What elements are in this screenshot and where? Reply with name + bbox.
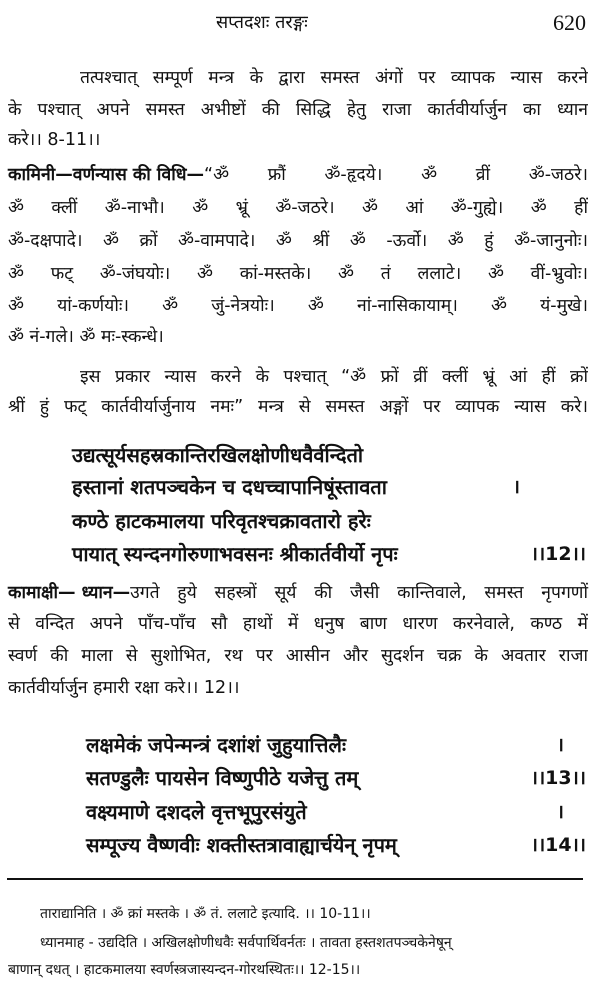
text-line: इस प्रकार न्यास करने के पश्चात् “ॐ फ्रों व्रीं क्लीं भ्रूं आं हीं क्रों <box>80 367 588 387</box>
footnote-divider <box>7 878 583 880</box>
verse-line: सम्पूज्य वैष्णवीः शक्तीस्तत्रावाह्यार्चयेन् नृपम् <box>86 833 397 857</box>
text-line: करे।। 8-11।। <box>8 130 101 150</box>
text-line: स्वर्ण की माला से सुशोभित, रथ पर आसीन और सुदर्शन चक्र के अवतार राजा <box>8 646 588 666</box>
text-line: ॐ यां-कर्णयोः। ॐ जुं-नेत्रयोः। ॐ नां-नासिकायाम्। ॐ यं-मुखे। <box>8 296 588 316</box>
text-span: उगते हुये सहस्त्रों सूर्य की जैसी कान्तिवाले, समस्त नृपगणों <box>130 583 588 603</box>
text-line: कार्तवीर्यार्जुन हमारी रक्षा करे।। 12।। <box>8 678 240 698</box>
footnote-line: ध्यानमाह - उद्यदिति । अखिलक्षोणीधवैः सर्वपार्थिवर्नतः । तावता हस्तशतपञ्चकेनेषून् <box>40 935 452 951</box>
text-line: से वन्दित अपने पाँच-पाँच सौ हाथों में धनुष बाण धारण करनेवाले, कण्ठ में <box>8 614 588 634</box>
chapter-title: सप्तदशः तरङ्गः <box>216 12 308 33</box>
verse-mark: । <box>512 476 520 498</box>
text-line: ॐ नं-गले। ॐ मः-स्कन्धे। <box>8 327 164 347</box>
text-line: तत्पश्चात् सम्पूर्ण मन्त्र के द्वारा समस्त अंगों पर व्यापक न्यास करने <box>80 68 588 88</box>
verse-line: सतण्डुलैः पायसेन विष्णुपीठे यजेत्तु तम् <box>86 766 359 790</box>
text-line <box>8 163 588 187</box>
section-label: कामाक्षी— ध्यान— <box>8 583 131 603</box>
verse-line: लक्षमेकं जपेन्मन्त्रं दशांशं जुहुयात्तिलैः <box>86 733 347 757</box>
text-line: ॐ क्लीं ॐ-नाभौ। ॐ भ्रूं ॐ-जठरे। ॐ आं ॐ-गुह्ये। ॐ हीं <box>8 198 588 218</box>
verse-line: वक्ष्यमाणे दशदले वृत्तभूपुरसंयुते <box>86 800 307 824</box>
verse-line: कण्ठे हाटकमालया परिवृतश्चक्रावतारो हरेः <box>72 509 371 533</box>
verse-mark: । <box>556 801 564 823</box>
text-line: ॐ फट् ॐ-जंघयोः। ॐ कां-मस्तके। ॐ तं ललाटे। ॐ वीं-भ्रुवोः। <box>8 264 588 284</box>
text-span: “ॐ फ्रौं ॐ-हृदये। ॐ व्रीं ॐ-जठरे। <box>204 165 588 185</box>
verse-mark: । <box>556 734 564 756</box>
verse-line: पायात् स्यन्दनगोरुणाभवसनः श्रीकार्तवीर्यो नृपः <box>72 542 398 566</box>
page-number: 620 <box>553 10 586 35</box>
verse-line: हस्तानां शतपञ्चकेन च दधच्चापानिषूंस्तावता <box>72 475 387 499</box>
text-line <box>8 581 588 605</box>
text-line: के पश्चात् अपने समस्त अभीष्टों की सिद्धि हेतु राजा कार्तवीर्यार्जुन का ध्यान <box>8 100 588 120</box>
footnote-line: बाणान् दधत् । हाटकमालया स्वर्णस्त्रजास्यन्दन-गोरथस्थितः।। 12-15।। <box>8 962 361 978</box>
text-line: ॐ-दक्षपादे। ॐ क्रों ॐ-वामपादे। ॐ श्रीं ॐ -ऊर्वो। ॐ हुं ॐ-जानुनोः। <box>8 231 588 251</box>
section-label: कामिनी—वर्णन्यास की विधि— <box>8 165 204 185</box>
footnote-line: ताराद्यानिति । ॐ क्रां मस्तके । ॐ तं. ललाटे इत्यादि. ।। 10-11।। <box>40 906 371 922</box>
verse-number: ।।14।। <box>530 834 586 856</box>
verse-number: ।।13।। <box>530 767 586 789</box>
text-line: श्रीं हुं फट् कार्तवीर्यार्जुनाय नमः” मन्त्र से समस्त अङ्गों पर व्यापक न्यास करे। <box>8 397 588 417</box>
verse-line: उद्यत्सूर्यसहस्रकान्तिरखिलक्षोणीधवैर्वन्दितो <box>72 443 364 467</box>
verse-number: ।।12।। <box>530 543 586 565</box>
